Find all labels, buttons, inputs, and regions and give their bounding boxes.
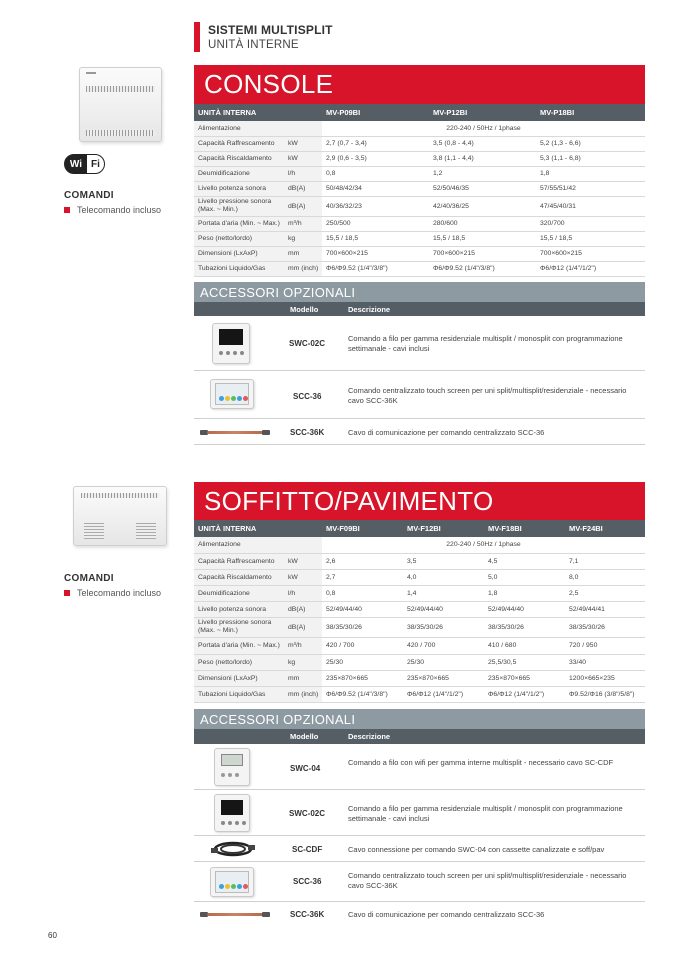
row-value: 4,5 [484,553,565,569]
row-value: 15,5 / 18,5 [429,231,536,246]
table-row [194,686,645,702]
row-value: 700×600×215 [536,246,645,261]
table-header-cell: MV-F09BI [322,520,403,537]
row-value: Φ6/Φ12 (1/4"/1/2") [536,261,645,276]
accessory-description: Comando centralizzato touch screen per uni split/multisplit/residenziale - necessario cavo SCC-36K [348,871,627,890]
row-unit: mm [284,670,322,686]
row-value: 700×600×215 [322,246,429,261]
row-value: 47/45/40/31 [536,196,645,216]
row-unit: kW [284,151,322,166]
accessory-model: SCC-36K [290,428,325,437]
table-row [194,246,645,261]
row-unit: kg [284,231,322,246]
row-unit: dB(A) [284,617,322,637]
soffitto-accessories-title: ACCESSORI OPZIONALI [194,709,645,729]
accessory-description: Cavo connessione per comando SWC-04 con cassette canalizzate e soff/pav [348,845,605,854]
row-value: 52/49/44/40 [484,601,565,617]
row-label: Livello pressione sonora (Max. ~ Min.) [194,617,284,637]
row-value: 235×870×665 [484,670,565,686]
accessory-description: Comando a filo per gamma residenziale multisplit / monosplit con programmazione settimanale - cavi inclusi [348,804,623,823]
table-header-row [194,520,645,537]
row-value: 7,1 [565,553,645,569]
row-value: 235×870×665 [322,670,403,686]
row-value: 0,8 [322,585,403,601]
table-header-cell: UNITÀ INTERNA [194,104,322,121]
row-label: Dimensioni (LxAxP) [194,670,284,686]
console-spec-table [194,104,645,277]
row-label: Portata d'aria (Min. ~ Max.) [194,216,284,231]
row-unit: mm (inch) [284,686,322,702]
row-value: 0,8 [322,166,429,181]
row-value: 15,5 / 18,5 [536,231,645,246]
row-unit: dB(A) [284,181,322,196]
table-header-cell: MV-F24BI [565,520,645,537]
row-value: Φ6/Φ9.52 (1/4"/3/8") [322,261,429,276]
row-value: 38/35/30/26 [484,617,565,637]
table-row [194,569,645,585]
row-value: 420 / 700 [403,637,484,654]
row-value: 1200×665×235 [565,670,645,686]
table-header-cell: MV-P12BI [429,104,536,121]
row-label: Peso (netto/lordo) [194,231,284,246]
row-value: Φ9.52/Φ16 (3/8"/5/8") [565,686,645,702]
table-header-cell: MV-P18BI [536,104,645,121]
row-value: 1,4 [403,585,484,601]
row-value: 420 / 700 [322,637,403,654]
row-label: Tubazioni Liquido/Gas [194,261,284,276]
bullet-square-icon [64,590,70,596]
table-row [194,585,645,601]
row-value: 25/30 [403,654,484,670]
touch-controller-image [210,867,254,897]
row-label: Capacità Raffrescamento [194,553,284,569]
communication-cable-image [207,431,263,434]
row-value: 220-240 / 50Hz / 1phase [322,121,645,136]
bullet-square-icon [64,207,70,213]
col-desc-header: Descrizione [348,732,391,741]
table-row [194,121,645,136]
row-label: Dimensioni (LxAxP) [194,246,284,261]
table-header-cell: MV-F18BI [484,520,565,537]
row-unit: kg [284,654,322,670]
table-header-cell: MV-P09BI [322,104,429,121]
soffitto-commands-item-label: Telecomando incluso [77,588,162,598]
row-label: Capacità Riscaldamento [194,151,284,166]
row-value: 38/35/30/26 [565,617,645,637]
row-value: 1,8 [536,166,645,181]
wired-controller-image [214,794,250,832]
accessory-model: SWC-02C [289,809,326,818]
row-unit: kW [284,569,322,585]
accessory-row [194,316,645,371]
wifi-badge [64,154,105,174]
table-row [194,151,645,166]
row-value: 250/500 [322,216,429,231]
row-label: Peso (netto/lordo) [194,654,284,670]
console-unit-image [79,67,162,142]
row-unit: dB(A) [284,196,322,216]
row-label: Livello potenza sonora [194,601,284,617]
row-unit: dB(A) [284,601,322,617]
row-value: 2,9 (0,6 - 3,5) [322,151,429,166]
row-label: Deumidificazione [194,166,284,181]
table-row [194,261,645,276]
accessory-model: SCC-36 [293,877,322,886]
table-row [194,553,645,569]
row-value: 50/48/42/34 [322,181,429,196]
row-value: 52/49/44/41 [565,601,645,617]
accessory-row [194,744,645,790]
row-value: 33/40 [565,654,645,670]
row-unit: mm (inch) [284,261,322,276]
row-value: Φ6/Φ9.52 (1/4"/3/8") [322,686,403,702]
row-value: 2,7 [322,569,403,585]
accessory-row [194,836,645,862]
row-value: 38/35/30/26 [322,617,403,637]
row-value: 38/35/30/26 [403,617,484,637]
col-model-header: Modello [290,305,319,314]
row-value: 25,5/30,5 [484,654,565,670]
soffitto-banner: SOFFITTO/PAVIMENTO [194,482,645,520]
accessory-row [194,371,645,419]
table-row [194,601,645,617]
row-value: 52/49/44/40 [322,601,403,617]
row-value: 3,8 (1,1 - 4,4) [429,151,536,166]
table-row [194,654,645,670]
accessory-model: SWC-04 [290,764,321,773]
row-value: 3,5 (0,8 - 4,4) [429,136,536,151]
row-value: 2,7 (0,7 - 3,4) [322,136,429,151]
row-unit: l/h [284,166,322,181]
table-row [194,136,645,151]
row-value: 15,5 / 18,5 [322,231,429,246]
connection-cable-image [210,839,256,859]
wifi-badge-right: Fi [91,158,100,170]
row-label: Alimentazione [194,121,322,136]
row-label: Tubazioni Liquido/Gas [194,686,284,702]
table-row [194,181,645,196]
row-value: Φ6/Φ12 (1/4"/1/2") [403,686,484,702]
accessory-description: Comando a filo per gamma residenziale multisplit / monosplit con programmazione settimanale - cavi inclusi [348,334,623,353]
row-label: Portata d'aria (Min. ~ Max.) [194,637,284,654]
row-value: 720 / 950 [565,637,645,654]
console-commands-item [64,205,161,215]
row-value: 25/30 [322,654,403,670]
touch-controller-image [210,379,254,409]
row-value: 280/600 [429,216,536,231]
row-value: 220-240 / 50Hz / 1phase [322,537,645,553]
row-label: Livello potenza sonora [194,181,284,196]
row-value: 40/36/32/23 [322,196,429,216]
row-label: Livello pressione sonora (Max. ~ Min.) [194,196,284,216]
row-value: Φ6/Φ12 (1/4"/1/2") [484,686,565,702]
row-value: 52/49/44/40 [403,601,484,617]
soffitto-commands-title: COMANDI [64,573,114,584]
row-value: 410 / 680 [484,637,565,654]
header-accent-bar [194,22,200,52]
row-unit: m³/h [284,637,322,654]
row-label: Alimentazione [194,537,322,553]
row-unit: kW [284,136,322,151]
row-value: 42/40/36/25 [429,196,536,216]
accessory-description: Cavo di comunicazione per comando centralizzato SCC-36 [348,428,545,437]
table-header-cell: MV-F12BI [403,520,484,537]
page-number: 60 [48,931,57,940]
row-unit: mm [284,246,322,261]
accessory-model: SWC-02C [289,339,326,348]
row-value: 2,6 [322,553,403,569]
console-commands-item-label: Telecomando incluso [77,205,162,215]
accessory-row [194,790,645,836]
col-model-header: Modello [290,732,319,741]
col-desc-header: Descrizione [348,305,391,314]
console-banner: CONSOLE [194,65,645,104]
page-subtitle: UNITÀ INTERNE [208,39,299,51]
accessory-description: Cavo di comunicazione per comando centralizzato SCC-36 [348,910,545,919]
row-value: 3,5 [403,553,484,569]
accessory-model: SC-CDF [292,845,323,854]
row-unit: m³/h [284,216,322,231]
accessory-description: Comando centralizzato touch screen per uni split/multisplit/residenziale - necessario cavo SCC-36K [348,386,627,405]
console-commands-title: COMANDI [64,190,114,201]
table-row [194,196,645,216]
accessory-row [194,862,645,902]
console-accessories-header [194,302,645,316]
wired-controller-image [212,323,250,364]
accessory-row [194,902,645,926]
row-value: 1,8 [484,585,565,601]
row-value: 52/50/46/35 [429,181,536,196]
table-row [194,617,645,637]
accessory-row [194,419,645,445]
row-value: 320/700 [536,216,645,231]
row-value: 5,3 (1,1 - 6,8) [536,151,645,166]
row-unit: l/h [284,585,322,601]
soffitto-commands-item [64,588,161,598]
table-row [194,216,645,231]
table-row [194,637,645,654]
table-row [194,166,645,181]
table-header-cell: UNITÀ INTERNA [194,520,322,537]
table-header-row [194,104,645,121]
table-row [194,670,645,686]
accessory-model: SCC-36 [293,392,322,401]
console-accessories-title: ACCESSORI OPZIONALI [194,282,645,302]
row-value: 700×600×215 [429,246,536,261]
wifi-wired-controller-image [214,748,250,786]
row-value: 235×870×665 [403,670,484,686]
row-unit: kW [284,553,322,569]
row-value: Φ6/Φ9.52 (1/4"/3/8") [429,261,536,276]
soffitto-spec-table [194,520,645,703]
row-value: 2,5 [565,585,645,601]
page-title: SISTEMI MULTISPLIT [208,23,333,37]
row-value: 5,2 (1,3 - 6,6) [536,136,645,151]
row-value: 5,0 [484,569,565,585]
row-label: Deumidificazione [194,585,284,601]
row-value: 4,0 [403,569,484,585]
row-value: 57/55/51/42 [536,181,645,196]
accessory-model: SCC-36K [290,910,325,919]
accessory-description: Comando a filo con wifi per gamma interne multisplit - necessario cavo SC-CDF [348,758,614,767]
soffitto-accessories-header [194,729,645,744]
wifi-badge-left: Wi [65,155,87,173]
row-label: Capacità Raffrescamento [194,136,284,151]
communication-cable-image [207,913,263,916]
row-value: 1,2 [429,166,536,181]
table-row [194,537,645,553]
row-value: 8,0 [565,569,645,585]
ceiling-floor-unit-image [73,486,167,546]
row-label: Capacità Riscaldamento [194,569,284,585]
table-row [194,231,645,246]
